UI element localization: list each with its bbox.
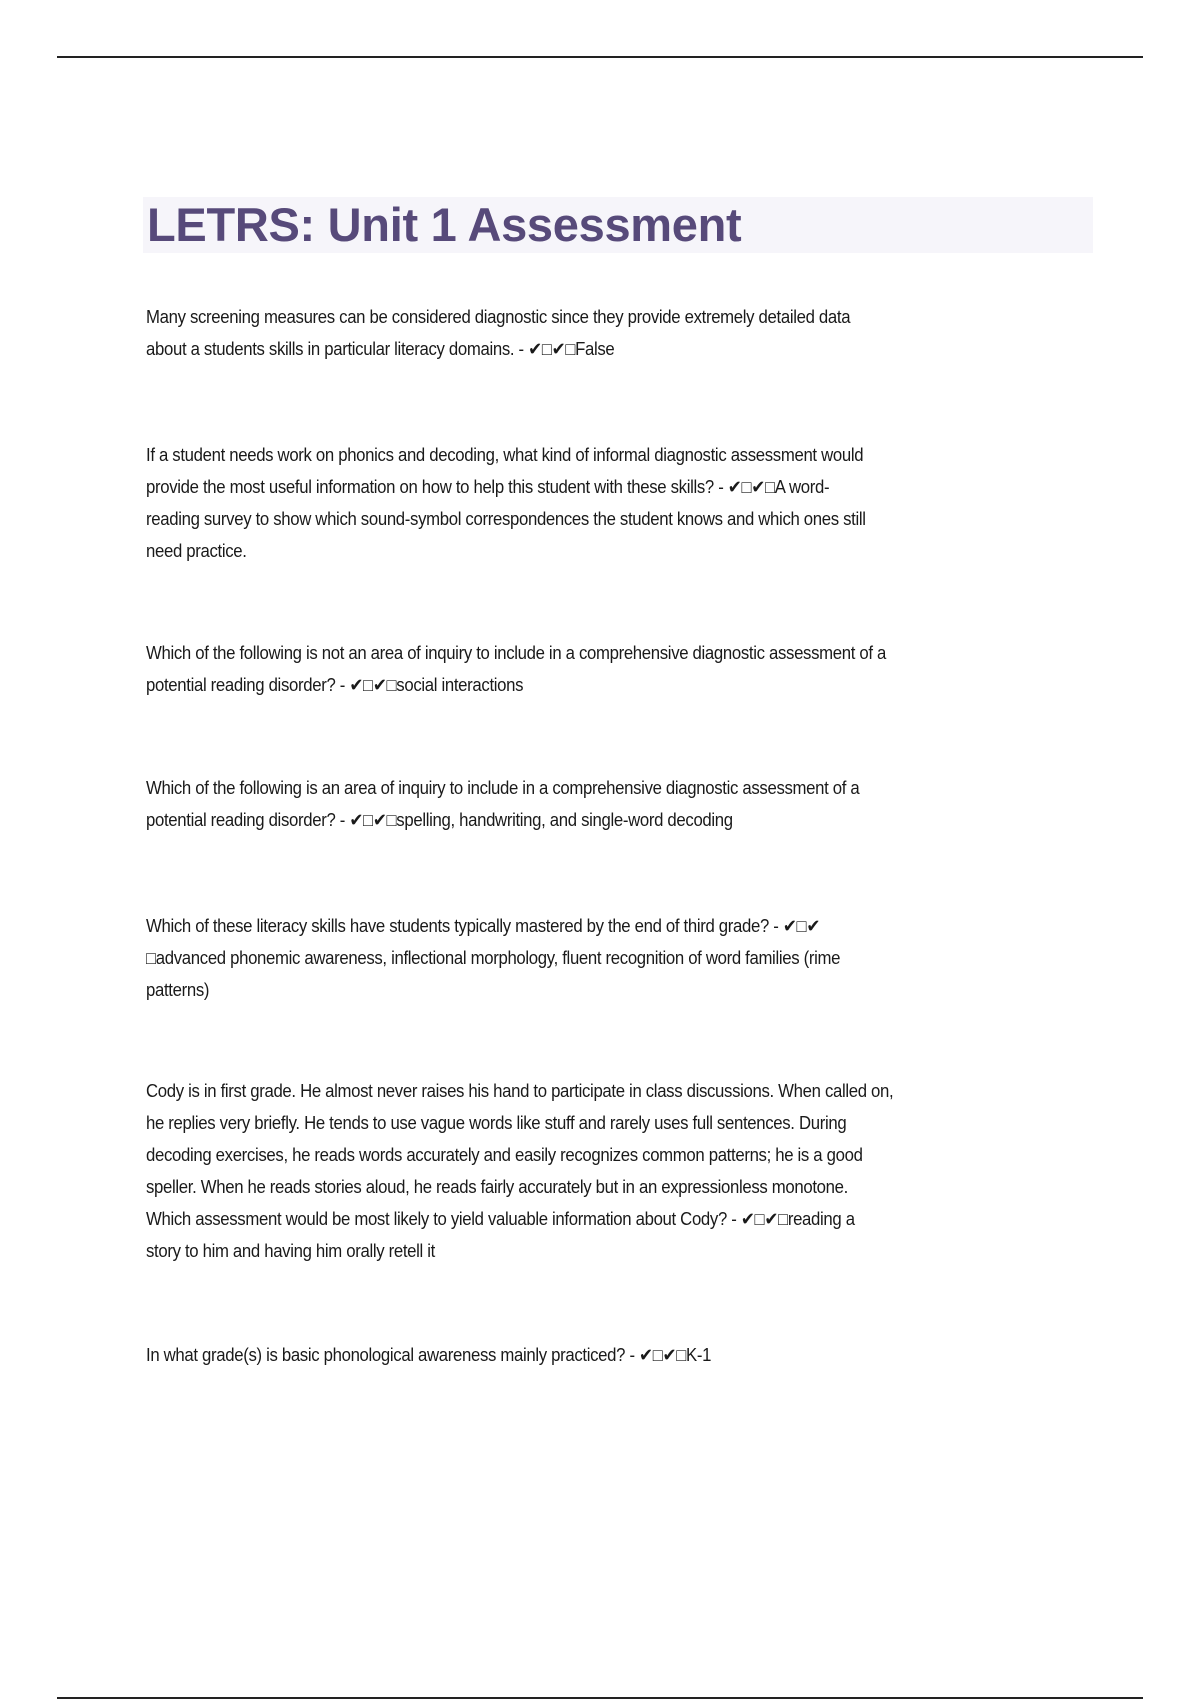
question-2 <box>146 439 1106 567</box>
question-line: speller. When he reads stories aloud, he reads fairly accurately but in an expressionless monotone. <box>146 1177 848 1197</box>
question-line: decoding exercises, he reads words accurately and easily recognizes common patterns; he is a good <box>146 1145 863 1165</box>
top-divider <box>57 56 1143 58</box>
question-line: In what grade(s) is basic phonological awareness mainly practiced? - ✔□✔□K-1 <box>146 1345 712 1365</box>
question-line: Which of the following is an area of inquiry to include in a comprehensive diagnostic assessment of a <box>146 778 860 798</box>
question-1 <box>146 301 1106 365</box>
question-line: potential reading disorder? - ✔□✔□social interactions <box>146 675 524 695</box>
question-line: Cody is in first grade. He almost never raises his hand to participate in class discussions. When called on, <box>146 1081 894 1101</box>
question-line: Many screening measures can be considered diagnostic since they provide extremely detailed data <box>146 307 851 327</box>
question-line: □advanced phonemic awareness, inflectional morphology, fluent recognition of word families (rime <box>146 948 841 968</box>
question-line: story to him and having him orally retell it <box>146 1241 435 1261</box>
question-line: need practice. <box>146 541 247 561</box>
question-line: he replies very briefly. He tends to use vague words like stuff and rarely uses full sentences. During <box>146 1113 847 1133</box>
question-line: If a student needs work on phonics and decoding, what kind of informal diagnostic assessment would <box>146 445 864 465</box>
question-5 <box>146 910 1106 1006</box>
question-7 <box>146 1339 1106 1371</box>
question-line: Which of the following is not an area of inquiry to include in a comprehensive diagnostic assessment of a <box>146 643 887 663</box>
question-3 <box>146 637 1106 701</box>
page-title: LETRS: Unit 1 Assessment <box>147 198 742 251</box>
question-line: potential reading disorder? - ✔□✔□spelling, handwriting, and single-word decoding <box>146 810 733 830</box>
question-line: patterns) <box>146 980 210 1000</box>
question-6 <box>146 1075 1106 1267</box>
question-line: reading survey to show which sound-symbol correspondences the student knows and which ones still <box>146 509 866 529</box>
bottom-divider <box>57 1697 1143 1699</box>
question-line: Which assessment would be most likely to yield valuable information about Cody? - ✔□✔□reading a <box>146 1209 855 1229</box>
question-line: provide the most useful information on how to help this student with these skills? - ✔□✔□A word- <box>146 477 830 497</box>
question-line: Which of these literacy skills have students typically mastered by the end of third grade? - ✔□✔ <box>146 916 821 936</box>
question-line: about a students skills in particular literacy domains. - ✔□✔□False <box>146 339 615 359</box>
question-4 <box>146 772 1106 836</box>
